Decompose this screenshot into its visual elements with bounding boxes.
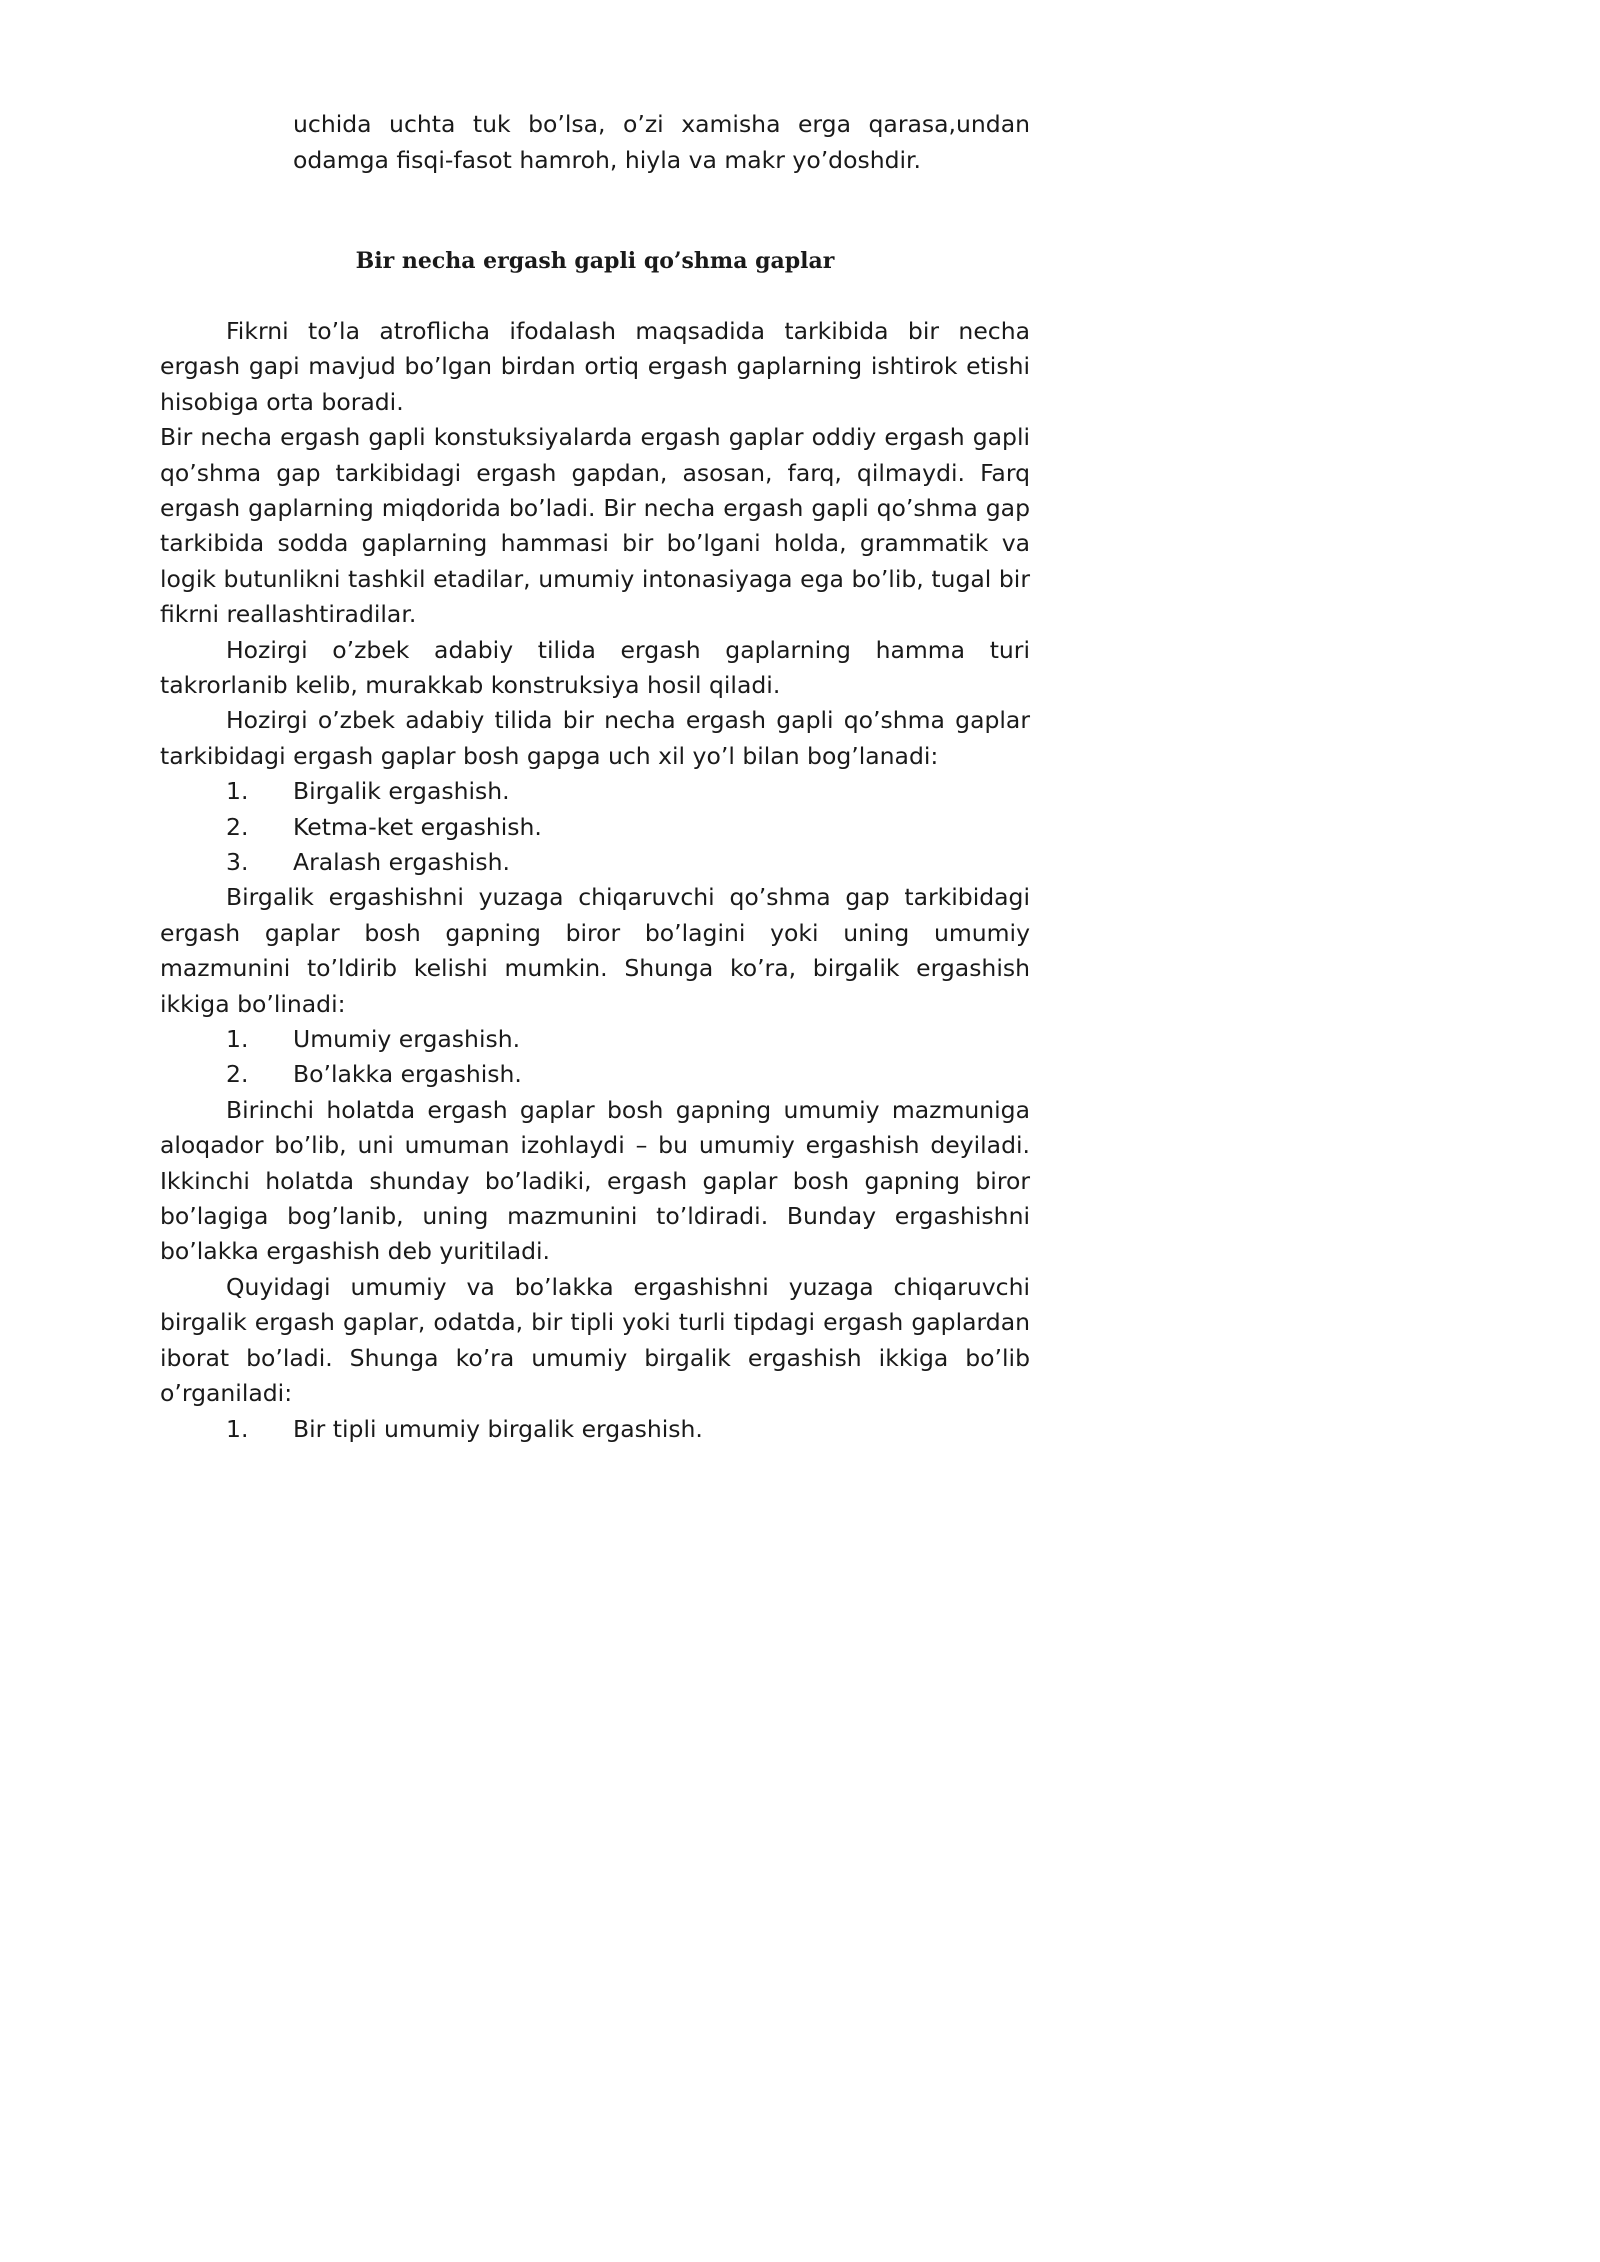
paragraph-4: Hozirgi o’zbek adabiy tilida bir necha ergash gapli qo’shma gaplar tarkibidagi ergash gaplar bosh gapga uch xil yo’l bilan bog’lanadi: xyxy=(160,706,1030,770)
list-number: 1. xyxy=(226,777,249,806)
numbered-list-3 xyxy=(160,1412,1030,1447)
paragraph-5: Birgalik ergashishni yuzaga chiqaruvchi qo’shma gap tarkibidagi ergash gaplar bosh gapning biror bo’lagini yoki uning umumiy mazmunini to’ldirib kelishi mumkin. Shunga ko’ra, birgalik ergashish ikkiga bo’linadi: xyxy=(160,883,1030,1018)
list-item xyxy=(160,1057,1030,1092)
list-text: Aralash ergashish. xyxy=(293,848,510,877)
intro-text xyxy=(293,106,1030,178)
intro-line-2: odamga fisqi-fasot hamroh, hiyla va makr yo’doshdir. xyxy=(293,146,922,174)
list-number: 1. xyxy=(226,1414,249,1443)
section-heading: Bir necha ergash gapli qo’shma gaplar xyxy=(355,248,835,274)
list-text: Birgalik ergashish. xyxy=(293,777,510,806)
paragraph-3: Hozirgi o’zbek adabiy tilida ergash gaplarning hamma turi takrorlanib kelib, murakkab konstruksiya hosil qiladi. xyxy=(160,635,1030,700)
list-item xyxy=(160,1022,1030,1057)
intro-line-1: uchida uchta tuk bo’lsa, o’zi xamisha erga qarasa,undan xyxy=(293,110,1030,138)
list-number: 2. xyxy=(226,1060,249,1089)
list-text: Ketma-ket ergashish. xyxy=(293,812,542,841)
paragraph-7: Quyidagi umumiy va bo’lakka ergashishni yuzaga chiqaruvchi birgalik ergash gaplar, odatda, bir tipli yoki turli tipdagi ergash gaplardan iborat bo’ladi. Shunga ko’ra umumiy birgalik ergashish ikkiga bo’lib o’rganiladi: xyxy=(160,1272,1030,1408)
numbered-list-1 xyxy=(160,774,1030,880)
numbered-list-2 xyxy=(160,1022,1030,1093)
list-text: Bo’lakka ergashish. xyxy=(293,1060,522,1089)
list-item xyxy=(160,1412,1030,1447)
list-number: 2. xyxy=(226,812,249,841)
paragraph-2: Bir necha ergash gapli konstuksiyalarda ergash gaplar oddiy ergash gapli qo’shma gap tarkibidagi ergash gapdan, asosan, farq, qilmaydi. Farq ergash gaplarning miqdorida bo’ladi. Bir necha ergash gapli qo’shma gap tarkibida sodda gaplarning hammasi bir bo’lgani holda, grammatik va logik butunlikni tashkil etadilar, umumiy intonasiyaga ega bo’lib, tugal bir fikrni reallashtiradilar. xyxy=(160,423,1030,629)
body-text xyxy=(160,314,1030,1447)
document-page xyxy=(0,0,1110,1570)
list-item xyxy=(160,810,1030,845)
list-text: Umumiy ergashish. xyxy=(293,1025,521,1054)
list-number: 3. xyxy=(226,848,249,877)
list-item xyxy=(160,845,1030,880)
list-text: Bir tipli umumiy birgalik ergashish. xyxy=(293,1414,703,1443)
paragraph-1: Fikrni to’la atroflicha ifodalash maqsadida tarkibida bir necha ergash gapi mavjud bo’lgan birdan ortiq ergash gaplarning ishtirok etishi hisobiga orta boradi. xyxy=(160,317,1030,416)
list-number: 1. xyxy=(226,1025,249,1054)
paragraph-6: Birinchi holatda ergash gaplar bosh gapning umumiy mazmuniga aloqador bo’lib, uni umuman izohlaydi – bu umumiy ergashish deyiladi. Ikkinchi holatda shunday bo’ladiki, ergash gaplar bosh gapning biror bo’lagiga bog’lanib, uning mazmunini to’ldiradi. Bunday ergashishni bo’lakka ergashish deb yuritiladi. xyxy=(160,1095,1030,1266)
list-item xyxy=(160,774,1030,809)
